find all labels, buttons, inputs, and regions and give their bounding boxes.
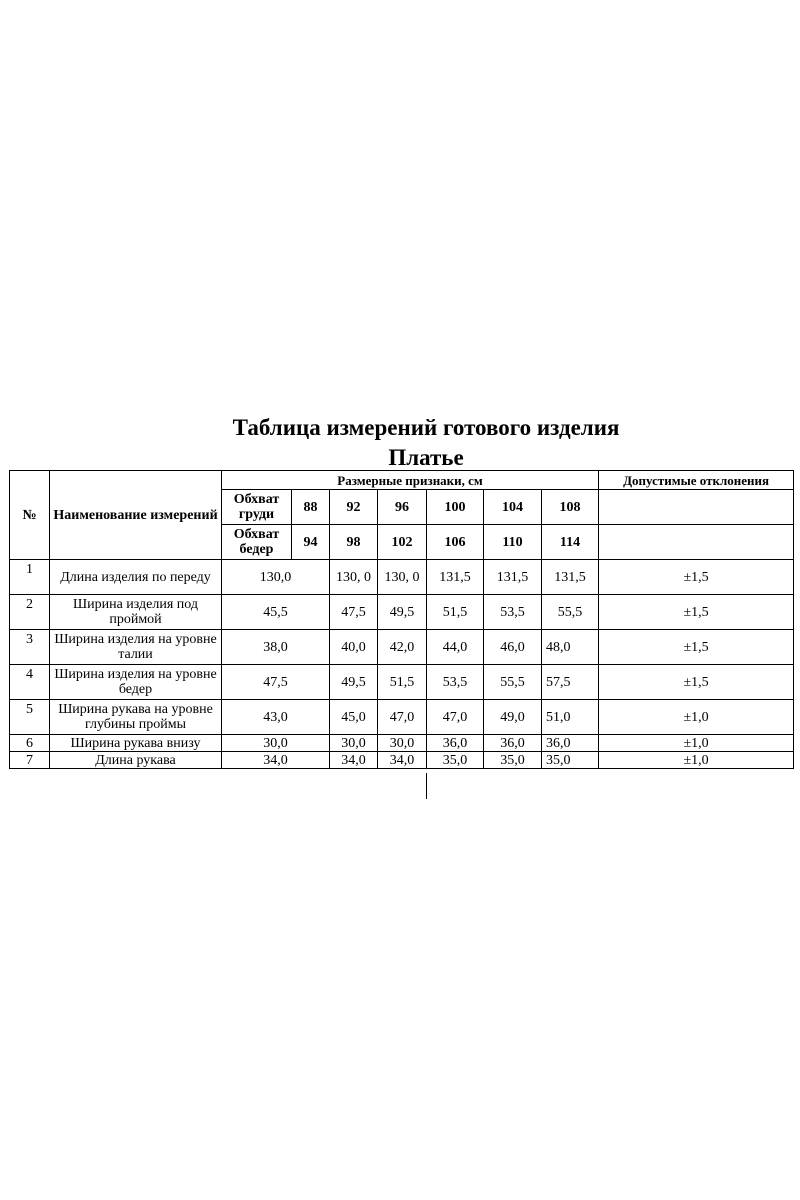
value-cell: 55,5 xyxy=(542,595,599,630)
row-number: 7 xyxy=(10,752,50,769)
measurement-name: Ширина рукава на уровне глубины проймы xyxy=(50,700,222,735)
value-cell: 34,0 xyxy=(222,752,330,769)
tolerance-cell: ±1,5 xyxy=(599,560,794,595)
table-row xyxy=(10,595,794,630)
value-cell: 34,0 xyxy=(330,752,378,769)
value-cell: 38,0 xyxy=(222,630,330,665)
value-cell: 49,0 xyxy=(484,700,542,735)
value-cell: 131,5 xyxy=(542,560,599,595)
value-cell: 35,0 xyxy=(484,752,542,769)
measurement-table xyxy=(9,470,794,769)
header-row-1 xyxy=(10,471,794,490)
value-cell: 55,5 xyxy=(484,665,542,700)
value-cell: 57,5 xyxy=(542,665,599,700)
value-cell: 130, 0 xyxy=(330,560,378,595)
row-number: 4 xyxy=(10,665,50,700)
value-cell: 48,0 xyxy=(542,630,599,665)
value-cell: 49,5 xyxy=(378,595,427,630)
header-name: Наименование измерений xyxy=(50,471,222,560)
chest-size: 96 xyxy=(378,490,427,525)
hips-size: 102 xyxy=(378,525,427,560)
hips-size: 94 xyxy=(292,525,330,560)
hips-size: 110 xyxy=(484,525,542,560)
value-cell: 47,0 xyxy=(427,700,484,735)
tolerance-cell: ±1,5 xyxy=(599,630,794,665)
chest-size: 88 xyxy=(292,490,330,525)
value-cell: 131,5 xyxy=(427,560,484,595)
table-row xyxy=(10,665,794,700)
value-cell: 35,0 xyxy=(542,752,599,769)
text-cursor-line xyxy=(426,773,427,799)
row-number: 3 xyxy=(10,630,50,665)
row-number: 2 xyxy=(10,595,50,630)
value-cell: 45,0 xyxy=(330,700,378,735)
tolerance-cell: ±1,5 xyxy=(599,665,794,700)
measurement-name: Ширина изделия на уровне бедер xyxy=(50,665,222,700)
empty-cell xyxy=(599,490,794,525)
table-row xyxy=(10,752,794,769)
value-cell: 130, 0 xyxy=(378,560,427,595)
value-cell: 36,0 xyxy=(484,735,542,752)
hips-size: 106 xyxy=(427,525,484,560)
value-cell: 53,5 xyxy=(484,595,542,630)
measurement-name: Ширина рукава внизу xyxy=(50,735,222,752)
value-cell: 30,0 xyxy=(222,735,330,752)
value-cell: 42,0 xyxy=(378,630,427,665)
chest-size: 100 xyxy=(427,490,484,525)
value-cell: 30,0 xyxy=(378,735,427,752)
chest-size: 92 xyxy=(330,490,378,525)
table-row xyxy=(10,560,794,595)
table-row xyxy=(10,700,794,735)
tolerance-cell: ±1,0 xyxy=(599,700,794,735)
value-cell: 36,0 xyxy=(427,735,484,752)
table-title: Таблица измерений готового изделия xyxy=(232,415,620,440)
chest-size: 104 xyxy=(484,490,542,525)
header-tolerance: Допустимые отклонения xyxy=(599,471,794,490)
value-cell: 34,0 xyxy=(378,752,427,769)
value-cell: 131,5 xyxy=(484,560,542,595)
chest-label: Обхват груди xyxy=(222,490,292,525)
value-cell: 47,5 xyxy=(222,665,330,700)
chest-size: 108 xyxy=(542,490,599,525)
value-cell: 51,5 xyxy=(378,665,427,700)
measurement-name: Ширина изделия на уровне талии xyxy=(50,630,222,665)
row-number: 5 xyxy=(10,700,50,735)
header-num: № xyxy=(10,471,50,560)
value-cell: 30,0 xyxy=(330,735,378,752)
value-cell: 130,0 xyxy=(222,560,330,595)
value-cell: 51,0 xyxy=(542,700,599,735)
value-cell: 47,0 xyxy=(378,700,427,735)
product-name: Платье xyxy=(388,445,464,470)
row-number: 1 xyxy=(10,560,50,595)
value-cell: 43,0 xyxy=(222,700,330,735)
measurement-name: Длина рукава xyxy=(50,752,222,769)
table-row xyxy=(10,630,794,665)
tolerance-cell: ±1,0 xyxy=(599,735,794,752)
value-cell: 36,0 xyxy=(542,735,599,752)
measurement-name: Длина изделия по переду xyxy=(50,560,222,595)
tolerance-cell: ±1,0 xyxy=(599,752,794,769)
value-cell: 49,5 xyxy=(330,665,378,700)
hips-size: 114 xyxy=(542,525,599,560)
value-cell: 51,5 xyxy=(427,595,484,630)
table-row xyxy=(10,735,794,752)
value-cell: 47,5 xyxy=(330,595,378,630)
empty-cell xyxy=(599,525,794,560)
tolerance-cell: ±1,5 xyxy=(599,595,794,630)
value-cell: 35,0 xyxy=(427,752,484,769)
value-cell: 53,5 xyxy=(427,665,484,700)
hips-label: Обхват бедер xyxy=(222,525,292,560)
row-number: 6 xyxy=(10,735,50,752)
hips-size: 98 xyxy=(330,525,378,560)
header-size-group: Размерные признаки, см xyxy=(222,471,599,490)
measurement-name: Ширина изделия под проймой xyxy=(50,595,222,630)
value-cell: 45,5 xyxy=(222,595,330,630)
value-cell: 46,0 xyxy=(484,630,542,665)
value-cell: 40,0 xyxy=(330,630,378,665)
value-cell: 44,0 xyxy=(427,630,484,665)
